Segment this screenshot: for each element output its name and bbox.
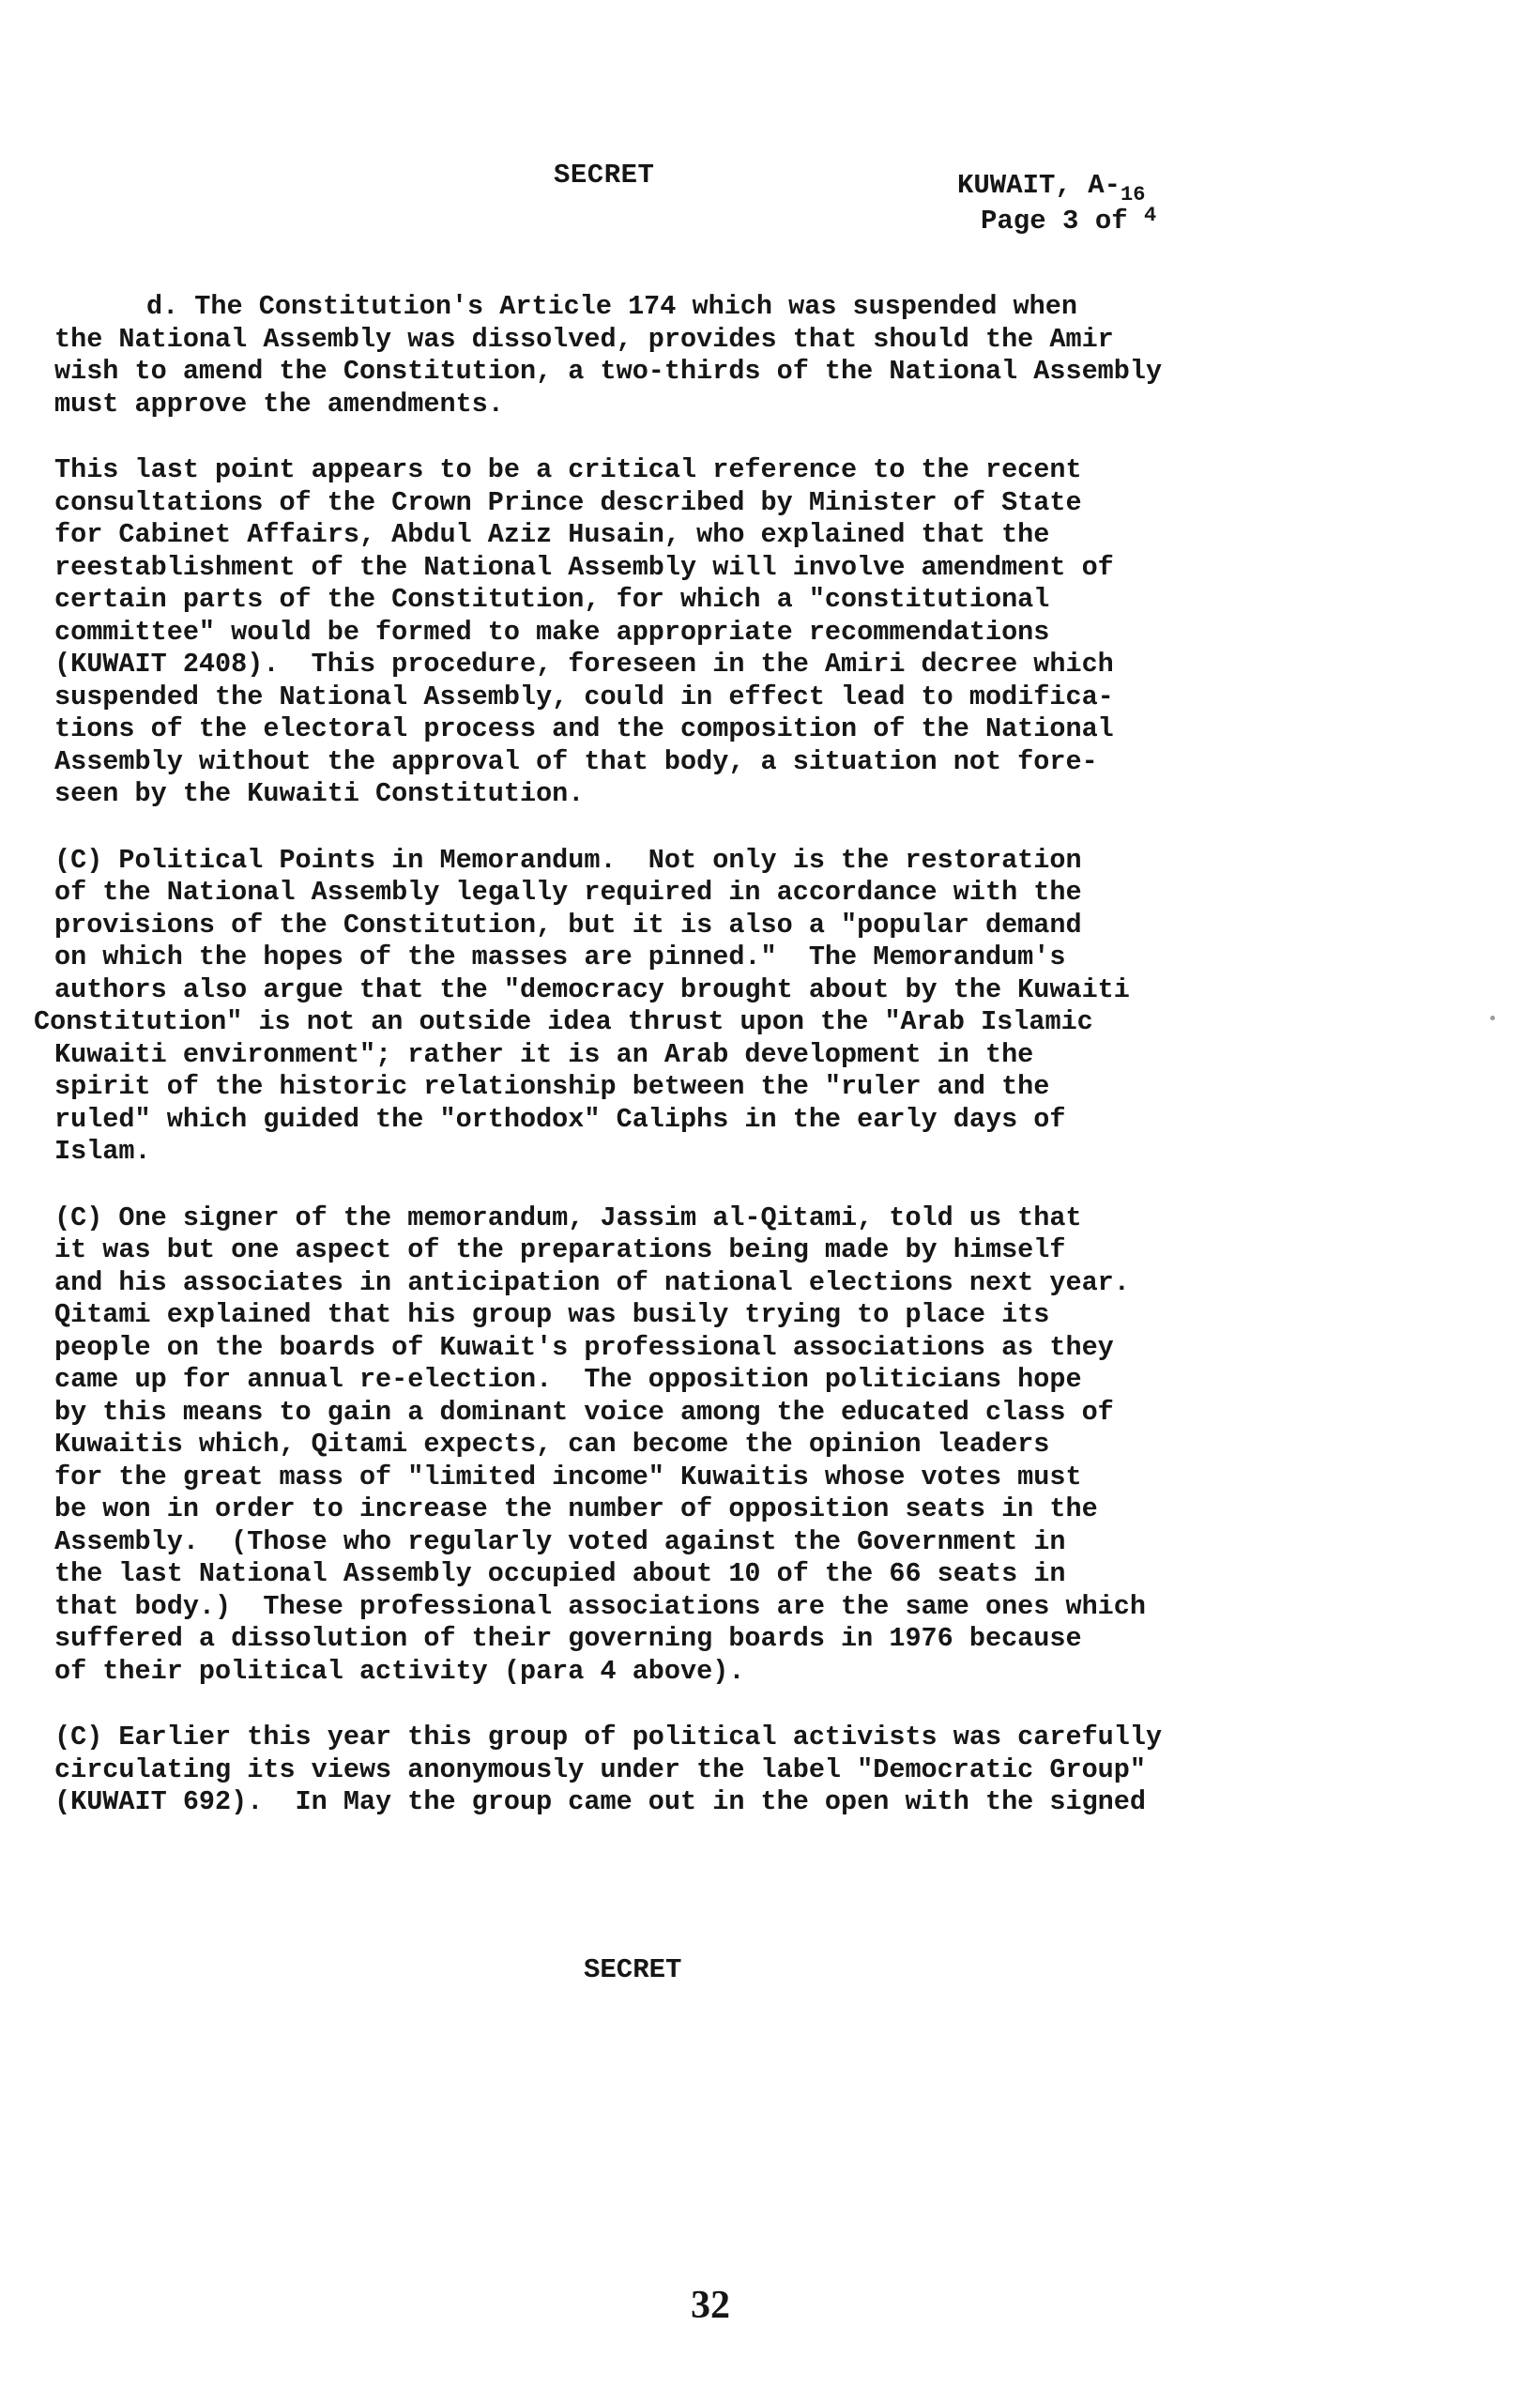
paragraph-line: Assembly without the approval of that body, a situation not fore- [54, 745, 1098, 777]
header-reference-block [957, 169, 1156, 240]
header-classification: SECRET [554, 160, 655, 191]
paragraph-line: circulating its views anonymously under the label "Democratic Group" [54, 1753, 1146, 1785]
paragraph-line: authors also argue that the "democracy brought about by the Kuwaiti [54, 973, 1130, 1005]
reference-prefix: KUWAIT, A- [957, 170, 1121, 201]
paragraph-line: ruled" which guided the "orthodox" Caliphs in the early days of [54, 1103, 1066, 1135]
paragraph-line: certain parts of the Constitution, for which a "constitutional [54, 584, 1050, 615]
page-of-indicator [957, 205, 1156, 240]
paragraph-line: for Cabinet Affairs, Abdul Aziz Husain, who explained that the [54, 519, 1050, 550]
paragraph-line: came up for annual re-election. The opposition politicians hope [54, 1364, 1082, 1395]
paragraph-line: of their political activity (para 4 above). [54, 1655, 745, 1687]
paragraph-political-points [34, 844, 1387, 1169]
paragraph-line: Constitution" is not an outside idea thrust upon the "Arab Islamic [34, 1006, 1093, 1037]
paragraph-line: seen by the Kuwaiti Constitution. [54, 778, 585, 809]
paragraph-line: suspended the National Assembly, could in effect lead to modifica- [54, 681, 1114, 712]
paragraph-line: suffered a dissolution of their governing boards in 1976 because [54, 1623, 1082, 1654]
reference-number: 16 [1121, 183, 1146, 207]
paragraph-line: wish to amend the Constitution, a two-thirds of the National Assembly [54, 356, 1163, 387]
paragraph-line: tions of the electoral process and the composition of the National [54, 713, 1114, 744]
paragraph-line: Qitami explained that his group was busily trying to place its [54, 1299, 1050, 1330]
paragraph-line: the National Assembly was dissolved, provides that should the Amir [54, 323, 1114, 355]
paragraph-line: provisions of the Constitution, but it is also a "popular demand [54, 909, 1082, 941]
paragraph-line: Kuwaitis which, Qitami expects, can become the opinion leaders [54, 1429, 1050, 1460]
paragraph-line: of the National Assembly legally required in accordance with the [54, 877, 1082, 908]
paragraph-line: must approve the amendments. [54, 388, 504, 420]
paragraph-line: that body.) These professional associations are the same ones which [54, 1590, 1146, 1622]
paragraph-critical-reference [54, 454, 1387, 811]
paragraph-earlier [54, 1722, 1387, 1819]
paragraph-line: d. The Constitution's Article 174 which was suspended when [146, 291, 1077, 322]
paragraph-line: on which the hopes of the masses are pinned." The Memorandum's [54, 941, 1066, 972]
document-reference [957, 169, 1156, 205]
scan-speck [1490, 1016, 1495, 1020]
paragraph-line: (KUWAIT 2408). This procedure, foreseen in the Amiri decree which [54, 649, 1114, 680]
paragraph-line: committee" would be formed to make appropriate recommendations [54, 616, 1050, 648]
paragraph-line: it was but one aspect of the preparations being made by himself [54, 1234, 1066, 1265]
page-number: 32 [691, 2284, 730, 2327]
document-body [34, 291, 1387, 1853]
paragraph-line: by this means to gain a dominant voice among the educated class of [54, 1396, 1114, 1428]
paragraph-line: Assembly. (Those who regularly voted against the Government in [54, 1525, 1066, 1557]
paragraph-d [54, 291, 1387, 421]
paragraph-line: Islam. [54, 1136, 151, 1167]
paragraph-line: the last National Assembly occupied about 10 of the 66 seats in [54, 1558, 1066, 1589]
paragraph-line: people on the boards of Kuwait's professional associations as they [54, 1331, 1114, 1363]
paragraph-line: (C) Earlier this year this group of political activists was carefully [54, 1722, 1163, 1753]
paragraph-line: for the great mass of "limited income" Kuwaitis whose votes must [54, 1461, 1082, 1492]
paragraph-line: and his associates in anticipation of national elections next year. [54, 1266, 1130, 1298]
paragraph-line: consultations of the Crown Prince described by Minister of State [54, 486, 1082, 518]
paragraph-line: (C) One signer of the memorandum, Jassim al-Qitami, told us that [54, 1202, 1082, 1233]
paragraph-signer [54, 1202, 1387, 1689]
paragraph-line: be won in order to increase the number of opposition seats in the [54, 1493, 1098, 1524]
paragraph-line: reestablishment of the National Assembly will involve amendment of [54, 551, 1114, 583]
page-total: 4 [1144, 204, 1157, 227]
paragraph-line: (C) Political Points in Memorandum. Not only is the restoration [54, 844, 1082, 876]
paragraph-line: Kuwaiti environment"; rather it is an Arab development in the [54, 1038, 1034, 1070]
paragraph-line: (KUWAIT 692). In May the group came out in the open with the signed [54, 1786, 1146, 1817]
page-prefix: Page 3 of [981, 206, 1128, 237]
paragraph-line: spirit of the historic relationship between the "ruler and the [54, 1071, 1050, 1102]
paragraph-line: This last point appears to be a critical reference to the recent [54, 454, 1082, 485]
footer-classification: SECRET [584, 1954, 682, 1985]
